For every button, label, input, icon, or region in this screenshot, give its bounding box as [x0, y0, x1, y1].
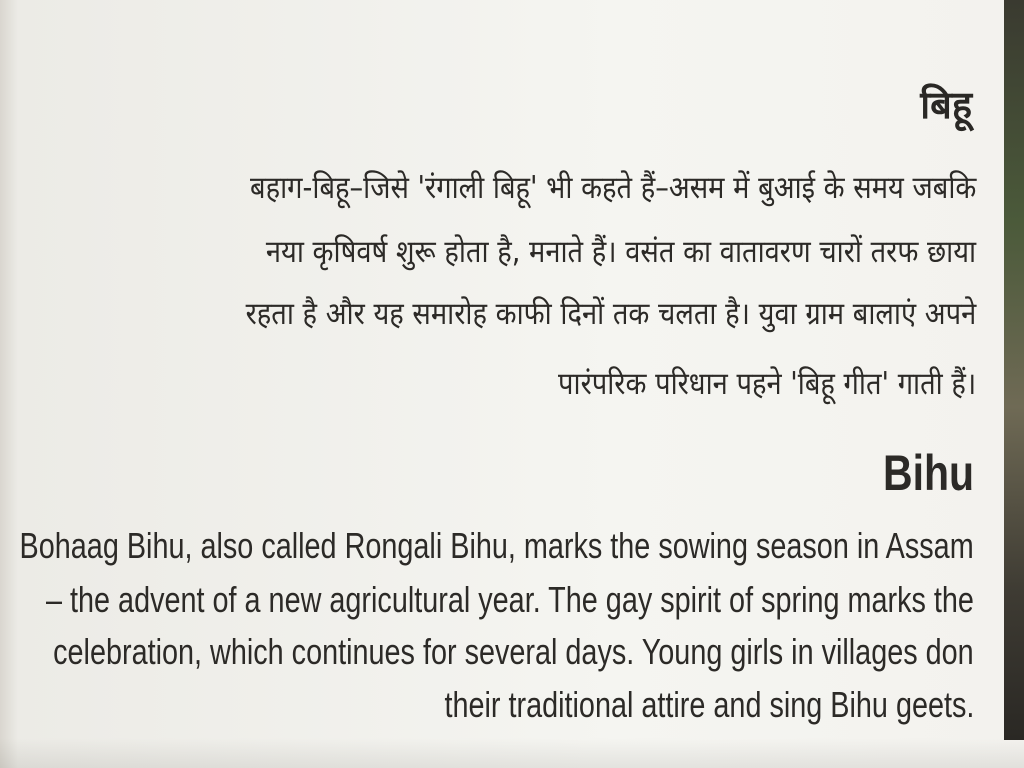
english-paragraph-line: celebration, which continues for several days. Young girls in villages don [53, 631, 974, 672]
english-paragraph-line: their traditional attire and sing Bihu geets. [444, 684, 974, 725]
hindi-paragraph-line: नया कृषिवर्ष शुरू होता है, मनाते हैं। वसंत का वातावरण चारों तरफ छाया [265, 234, 976, 270]
hindi-paragraph-line: रहता है और यह समारोह काफी दिनों तक चलता है। युवा ग्राम बालाएं अपने [245, 296, 976, 332]
hindi-heading: बिहू [920, 83, 972, 127]
english-paragraph-line: – the advent of a new agricultural year. The gay spirit of spring marks the [46, 579, 974, 620]
english-heading: Bihu [882, 445, 974, 501]
scan-bottom-shadow [0, 738, 1024, 768]
hindi-paragraph-line: बहाग-बिहू–जिसे 'रंगाली बिहू' भी कहते हैं–असम में बुआई के समय जबकि [249, 170, 976, 206]
english-paragraph-line: Bohaag Bihu, also called Rongali Bihu, marks the sowing season in Assam [19, 525, 974, 566]
scan-edge-strip [1004, 0, 1024, 740]
hindi-paragraph-line: पारंपरिक परिधान पहने 'बिहू गीत' गाती हैं। [557, 366, 976, 402]
